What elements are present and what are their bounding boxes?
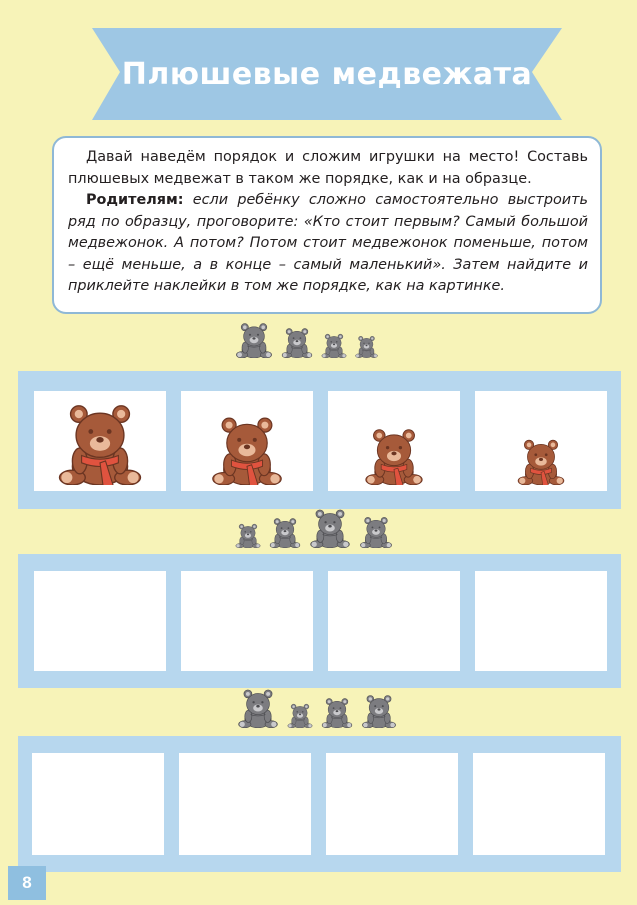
instruction-text: Давай наведём порядок и сложим игрушки на место! Составь плюшевых медвежат в таком же порядке, как и на образце.: [68, 149, 588, 187]
bear-icon: [360, 694, 398, 728]
bear-icon: [236, 688, 280, 728]
bear-icon: [358, 516, 394, 548]
bear-icon: [320, 697, 354, 728]
page-number: 8: [22, 873, 32, 892]
sample-cell-3: [328, 391, 460, 491]
sticker-slot[interactable]: [475, 571, 607, 671]
title-ribbon: [92, 24, 562, 124]
sticker-frame-1: [18, 554, 621, 688]
sticker-slot[interactable]: [34, 571, 166, 671]
bear-icon: [234, 523, 262, 548]
row3-thumbnails: [236, 688, 398, 728]
sample-frame: [18, 371, 621, 509]
bear-icon: [208, 415, 286, 485]
parents-text: если ребёнку сложно самостоятельно выстроить ряд по образцу, проговорите: «Кто стоит первым? Самый большой медвежонок. А потом? Потом стоит медвежонок поменьше, потом – ещё меньше, а в конце – самый маленький». Затем найдите и приклейте наклейки в том же порядке, как на картинке.: [68, 192, 588, 294]
bear-icon: [320, 333, 348, 358]
row2-thumbnails: [234, 508, 394, 548]
bear-icon: [515, 438, 567, 485]
bear-icon: [234, 322, 274, 358]
sticker-slot[interactable]: [326, 753, 458, 855]
sticker-slot[interactable]: [32, 753, 164, 855]
page-number-tab: [8, 866, 46, 900]
bear-icon: [362, 427, 426, 485]
bear-icon: [54, 402, 146, 485]
parents-label: Родителям:: [86, 192, 184, 208]
sample-cell-2: [181, 391, 313, 491]
sticker-frame-2: [18, 736, 621, 872]
parents-note: [68, 190, 588, 298]
row1-thumbnails: [234, 322, 379, 358]
bear-icon: [354, 335, 379, 358]
sample-cell-4: [475, 391, 607, 491]
sample-cell-1: [34, 391, 166, 491]
bear-icon: [286, 703, 314, 728]
sticker-slot[interactable]: [328, 571, 460, 671]
bear-icon: [268, 517, 302, 548]
sticker-slot[interactable]: [473, 753, 605, 855]
bear-icon: [280, 327, 314, 358]
bear-icon: [308, 508, 352, 548]
instruction-box: [52, 136, 602, 314]
sticker-slot[interactable]: [181, 571, 313, 671]
sticker-slot[interactable]: [179, 753, 311, 855]
page-title: Плюшевые медвежата: [121, 56, 533, 92]
